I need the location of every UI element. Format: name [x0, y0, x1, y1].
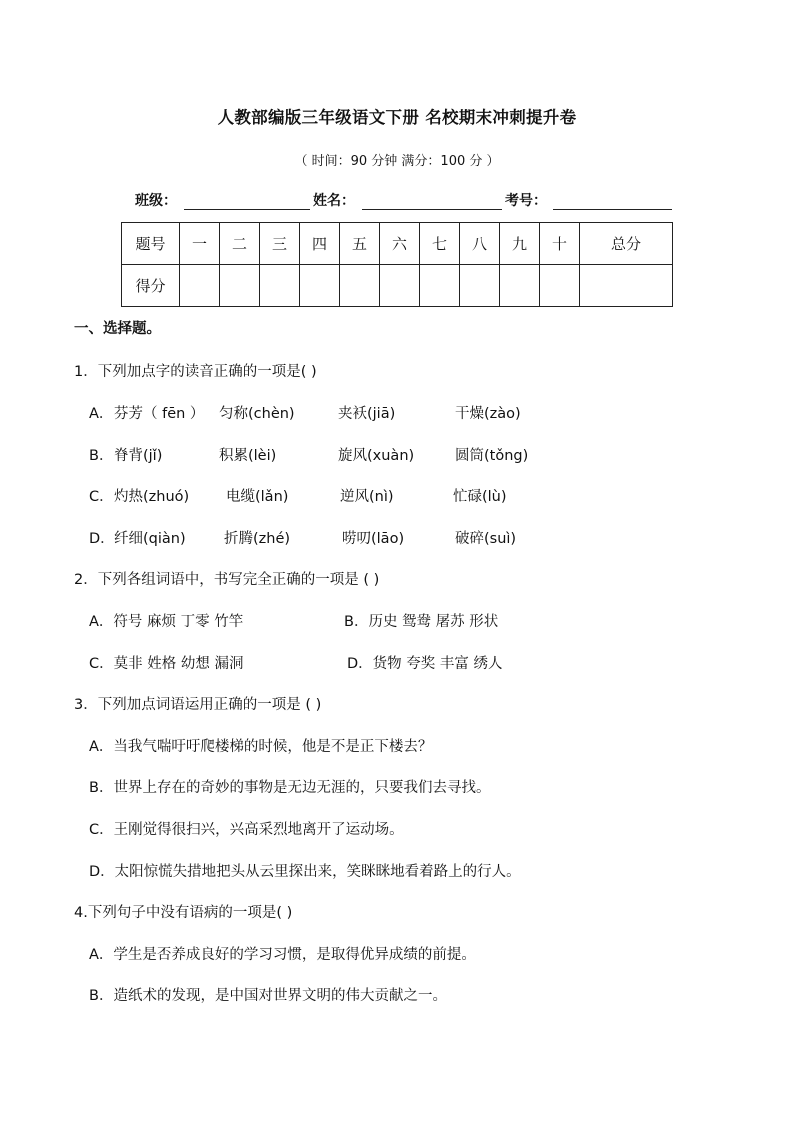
table-header-cell: 九 — [500, 223, 540, 265]
q2-option-c[interactable]: C．莫非 姓格 幼想 漏洞 — [89, 656, 244, 672]
table-header-cell: 题号 — [122, 223, 180, 265]
option-word: 积累(lèi) — [219, 448, 277, 464]
question-4-stem: 4.下列句子中没有语病的一项是( ) — [74, 905, 293, 921]
option-word: 芬芳（ fēn ） — [114, 406, 205, 422]
id-field[interactable] — [553, 209, 672, 210]
option-letter: C． — [89, 489, 114, 505]
score-table-score-row — [122, 265, 673, 307]
question-2-stem: 2．下列各组词语中，书写完全正确的一项是 ( ) — [74, 572, 380, 588]
option-word: 圆筒(tǒng) — [455, 448, 529, 464]
score-cell[interactable] — [580, 265, 673, 307]
score-cell[interactable] — [500, 265, 540, 307]
q3-option-b[interactable]: B．世界上存在的奇妙的事物是无边无涯的，只要我们去寻找。 — [89, 780, 491, 796]
page-title: 人教部编版三年级语文下册 名校期末冲刺提升卷 — [217, 108, 577, 127]
section-title: 一、选择题。 — [74, 321, 161, 337]
exam-meta: （ 时间：90 分钟 满分：100 分 ） — [294, 154, 500, 169]
option-word: 旋风(xuàn) — [338, 448, 415, 464]
class-label: 班级： — [135, 193, 177, 209]
option-letter: A． — [89, 406, 114, 422]
score-cell[interactable] — [180, 265, 220, 307]
score-cell[interactable] — [220, 265, 260, 307]
option-letter: B． — [89, 448, 114, 464]
q4-option-a[interactable]: A．学生是否养成良好的学习习惯，是取得优异成绩的前提。 — [89, 947, 476, 963]
option-word: 纤细(qiàn) — [114, 531, 186, 547]
score-row-label: 得分 — [122, 265, 180, 307]
table-header-cell: 四 — [300, 223, 340, 265]
option-letter: D． — [89, 531, 115, 547]
q2-option-d[interactable]: D．货物 夸奖 丰富 绣人 — [347, 656, 503, 672]
option-word: 脊背(jǐ) — [114, 448, 163, 464]
option-word: 匀称(chèn) — [219, 406, 295, 422]
q3-option-d[interactable]: D．太阳惊慌失措地把头从云里探出来，笑眯眯地看着路上的行人。 — [89, 864, 521, 880]
option-word: 灼热(zhuó) — [114, 489, 190, 505]
score-cell[interactable] — [340, 265, 380, 307]
class-field[interactable] — [184, 209, 310, 210]
score-table — [121, 222, 673, 307]
q3-option-a[interactable]: A．当我气喘吁吁爬楼梯的时候，他是不是正下楼去？ — [89, 739, 433, 755]
option-word: 电缆(lǎn) — [226, 489, 289, 505]
score-cell[interactable] — [460, 265, 500, 307]
option-word: 逆风(nì) — [340, 489, 394, 505]
table-header-cell: 二 — [220, 223, 260, 265]
name-field[interactable] — [362, 209, 502, 210]
table-header-cell: 总分 — [580, 223, 673, 265]
question-3-stem: 3．下列加点词语运用正确的一项是 ( ) — [74, 697, 322, 713]
id-label: 考号： — [505, 193, 547, 209]
score-cell[interactable] — [300, 265, 340, 307]
option-word: 破碎(suì) — [455, 531, 517, 547]
q2-option-a[interactable]: A．符号 麻烦 丁零 竹竿 — [89, 614, 244, 630]
option-word: 唠叨(lāo) — [342, 531, 405, 547]
q2-option-b[interactable]: B．历史 鸳鸯 屠苏 形状 — [344, 614, 499, 630]
table-header-cell: 八 — [460, 223, 500, 265]
score-cell[interactable] — [540, 265, 580, 307]
option-word: 夹袄(jiā) — [338, 406, 396, 422]
table-header-cell: 六 — [380, 223, 420, 265]
table-header-cell: 一 — [180, 223, 220, 265]
score-cell[interactable] — [380, 265, 420, 307]
table-header-cell: 十 — [540, 223, 580, 265]
option-word: 折腾(zhé) — [224, 531, 291, 547]
score-table-header-row — [122, 223, 673, 265]
question-1-stem: 1．下列加点字的读音正确的一项是( ) — [74, 364, 317, 380]
table-header-cell: 三 — [260, 223, 300, 265]
table-header-cell: 五 — [340, 223, 380, 265]
q4-option-b[interactable]: B．造纸术的发现，是中国对世界文明的伟大贡献之一。 — [89, 988, 447, 1004]
name-label: 姓名： — [313, 193, 355, 209]
option-word: 忙碌(lù) — [453, 489, 507, 505]
option-word: 干燥(zào) — [455, 406, 521, 422]
score-cell[interactable] — [420, 265, 460, 307]
score-cell[interactable] — [260, 265, 300, 307]
q3-option-c[interactable]: C．王刚觉得很扫兴，兴高采烈地离开了运动场。 — [89, 822, 404, 838]
table-header-cell: 七 — [420, 223, 460, 265]
